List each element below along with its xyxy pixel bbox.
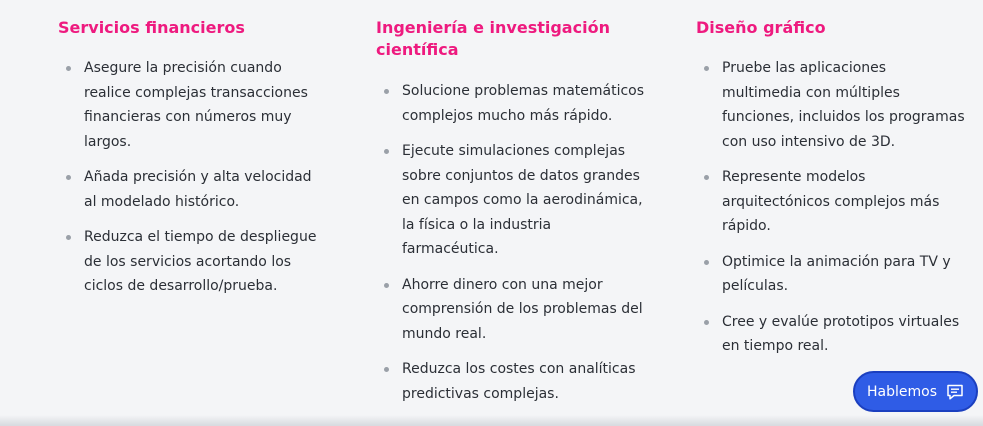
list-item-text: Asegure la precisión cuando realice complejas transacciones financieras con números muy largos. bbox=[84, 60, 308, 150]
list-item-text: Reduzca el tiempo de despliegue de los servicios acortando los ciclos de desarrollo/prueba. bbox=[84, 229, 317, 294]
list-item-text: Añada precisión y alta velocidad al modelado histórico. bbox=[84, 169, 312, 210]
list-item bbox=[696, 56, 966, 154]
list-item bbox=[696, 310, 966, 359]
column-title: Servicios financieros bbox=[58, 18, 245, 37]
bullet-icon bbox=[384, 89, 389, 94]
list-item bbox=[376, 273, 648, 347]
bullet-icon bbox=[704, 66, 709, 71]
column-title: Diseño gráfico bbox=[696, 18, 826, 37]
bullet-icon bbox=[384, 283, 389, 288]
bullet-list bbox=[58, 56, 328, 299]
chat-button-label: Hablemos bbox=[867, 383, 937, 400]
bullet-list bbox=[376, 79, 648, 406]
list-item-text: Optimice la animación para TV y películas. bbox=[722, 253, 951, 294]
bullet-icon bbox=[704, 175, 709, 180]
list-item bbox=[376, 139, 648, 262]
list-item-text: Pruebe las aplicaciones multimedia con múltiples funciones, incluidos los programas con uso intensivo de 3D. bbox=[722, 60, 965, 150]
bullet-icon bbox=[66, 175, 71, 180]
column-engineering-research bbox=[376, 17, 648, 417]
bullet-icon bbox=[66, 66, 71, 71]
bullet-icon bbox=[704, 320, 709, 325]
bottom-edge-shadow bbox=[0, 415, 983, 426]
list-item-text: Ejecute simulaciones complejas sobre conjuntos de datos grandes en campos como la aerodinámica, la física o la industria farmacéutica. bbox=[402, 143, 643, 257]
list-item bbox=[58, 165, 328, 214]
bullet-list bbox=[696, 56, 966, 359]
list-item bbox=[58, 56, 328, 154]
bullet-icon bbox=[66, 235, 71, 240]
list-item-text: Solucione problemas matemáticos complejos mucho más rápido. bbox=[402, 83, 645, 124]
list-item bbox=[376, 79, 648, 128]
bullet-icon bbox=[704, 260, 709, 265]
chat-button[interactable] bbox=[853, 371, 978, 412]
bullet-icon bbox=[384, 149, 389, 154]
list-item-text: Represente modelos arquitectónicos complejos más rápido. bbox=[722, 169, 940, 234]
list-item bbox=[376, 357, 648, 406]
chat-bubble-icon bbox=[946, 383, 964, 401]
list-item-text: Cree y evalúe prototipos virtuales en tiempo real. bbox=[722, 313, 960, 354]
list-item-text: Reduzca los costes con analíticas predictivas complejas. bbox=[402, 361, 636, 402]
bullet-icon bbox=[384, 367, 389, 372]
list-item bbox=[696, 165, 966, 239]
column-graphic-design bbox=[696, 17, 966, 370]
list-item bbox=[58, 225, 328, 299]
column-title: Ingeniería e investigación científica bbox=[376, 18, 610, 59]
list-item bbox=[696, 250, 966, 299]
list-item-text: Ahorre dinero con una mejor comprensión de los problemas del mundo real. bbox=[402, 276, 643, 342]
column-financial-services bbox=[58, 17, 328, 310]
